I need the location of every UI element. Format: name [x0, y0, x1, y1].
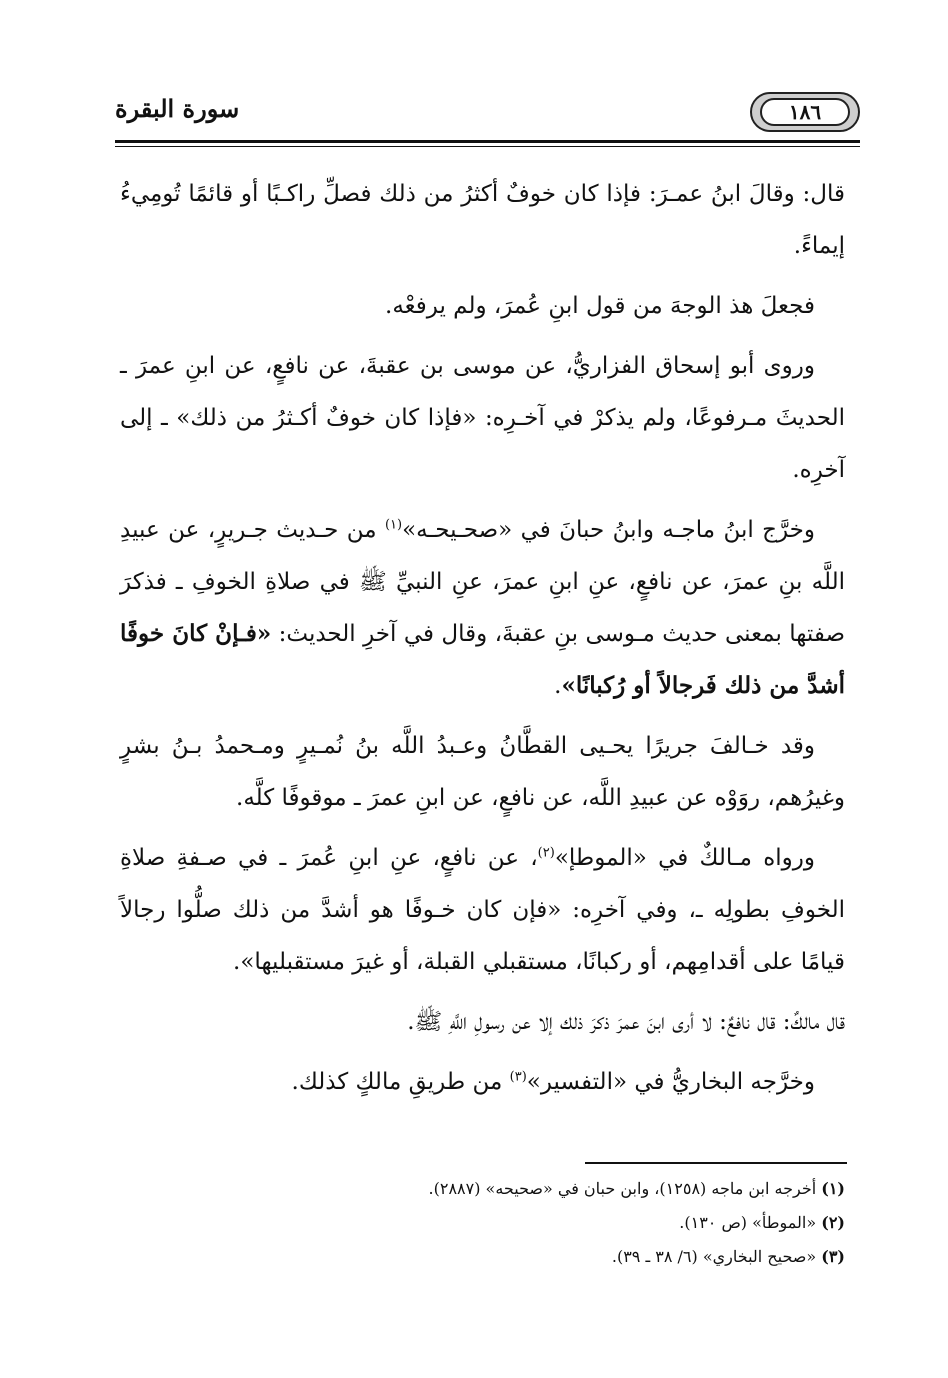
paragraph-7: قال مالكٌ: قال نافعٌ: لا أرى ابنَ عمرَ ذكرَ ذلك إلا عن رسولِ اللَّهِ ﷺ. [407, 1009, 845, 1035]
footnote-text: أخرجه ابن ماجه (١٢٥٨)، وابن حبان في «صحيحه» (٢٨٨٧). [428, 1179, 822, 1198]
paragraph-2: فجعلَ هذ الوجهَ من قول ابنِ عُمرَ، ولم يرفعْه. [385, 293, 815, 319]
page-number-badge [750, 92, 860, 132]
page-header [115, 92, 860, 134]
paragraph-6-part-a: ورواه مـالكٌ في «الموطإ» [554, 845, 815, 871]
footnote-ref-3: (٣) [509, 1069, 527, 1085]
paragraph-8-part-a: وخرَّجه البخاريُّ في «التفسير» [526, 1069, 815, 1095]
paragraph-4-part-a: وخرَّج ابنُ ماجـه وابنُ حبانَ في «صحـيحـه» [402, 517, 816, 543]
paragraph-4-end: . [554, 673, 562, 699]
footnote-3 [300, 1240, 845, 1274]
paragraph-6-part-b: ، عن نافعٍ، عنِ ابنِ عُمرَ ـ في صـفةِ صلاةِ الخوفِ بطولِه ـ، وفي آخرِه: «فإن كان خـوفًا هو أشدَّ من ذلك صلُّوا رجالاً قيامًا على أقدامِهم، أو ركبانًا، مستقبلي القبلة، أو غيرَ مستقبليها». [120, 845, 845, 975]
footnote-number: (٣) [821, 1247, 845, 1266]
footnote-number: (٢) [821, 1213, 845, 1232]
footnote-2 [300, 1206, 845, 1240]
paragraph-3: وروى أبو إسحاق الفزاريُّ، عن موسى بن عقبةَ، عن نافعٍ، عن ابنِ عمرَ ـ الحديثَ مـرفوعًا، ولم يذكرْ في آخـرِه: «فإذا كان خوفٌ أكـثرُ من ذلك» ـ إلى آخرِه. [120, 353, 845, 483]
page-number: ١٨٦ [760, 98, 850, 126]
paragraph-4-quote: «فـإنْ كانَ خوفًا أشدَّ من ذلك فَرجالاً أو رُكبانًا» [120, 620, 845, 699]
header-rule-thick [115, 140, 860, 143]
footnotes [300, 1172, 845, 1274]
paragraph-6 [120, 832, 845, 988]
header-rule-thin [115, 146, 860, 147]
paragraph-4-part-b: من حـديث جـريرٍ، عن عبيدِ اللَّه بنِ عمرَ، عن نافعٍ، عنِ ابنِ عمرَ، عنِ النبيِّ ﷺ في صلاةِ الخوفِ ـ فذكرَ صفتها بمعنى حديث مـوسى بنِ عقبةَ، وقال في آخرِ الحديث: [120, 517, 845, 647]
paragraph-8 [120, 1056, 845, 1108]
footnote-1 [300, 1172, 845, 1206]
paragraph-4 [120, 504, 845, 712]
footnote-number: (١) [821, 1179, 845, 1198]
footnote-text: «الموطأ» (ص ١٣٠). [679, 1213, 822, 1232]
footnote-ref-1: (١) [384, 517, 403, 533]
paragraph-8-part-b: من طريقِ مالكٍ كذلك. [291, 1069, 510, 1095]
footnote-ref-2: (٢) [537, 845, 555, 861]
footnote-separator [585, 1162, 847, 1164]
paragraph-1: قال: وقالَ ابنُ عمـرَ: فإذا كان خوفٌ أكثرُ من ذلك فصلِّ راكـبًا أو قائمًا تُومِيءُ إيماءً. [120, 181, 845, 259]
paragraph-5: وقد خـالفَ جريرًا يحـيى القطَّانُ وعـبدُ اللَّه بنُ نُمـيرٍ ومـحمدُ بـنُ بشرٍ وغيرُهم، روَوْه عن عبيدِ اللَّه، عن نافعٍ، عن ابنِ عمرَ ـ موقوفًا كلَّه. [120, 733, 845, 811]
main-text [120, 168, 845, 1116]
surah-title: سورة البقرة [115, 94, 240, 123]
footnote-text: «صحيح البخاري» (٦/ ٣٨ ـ ٣٩). [611, 1247, 822, 1266]
